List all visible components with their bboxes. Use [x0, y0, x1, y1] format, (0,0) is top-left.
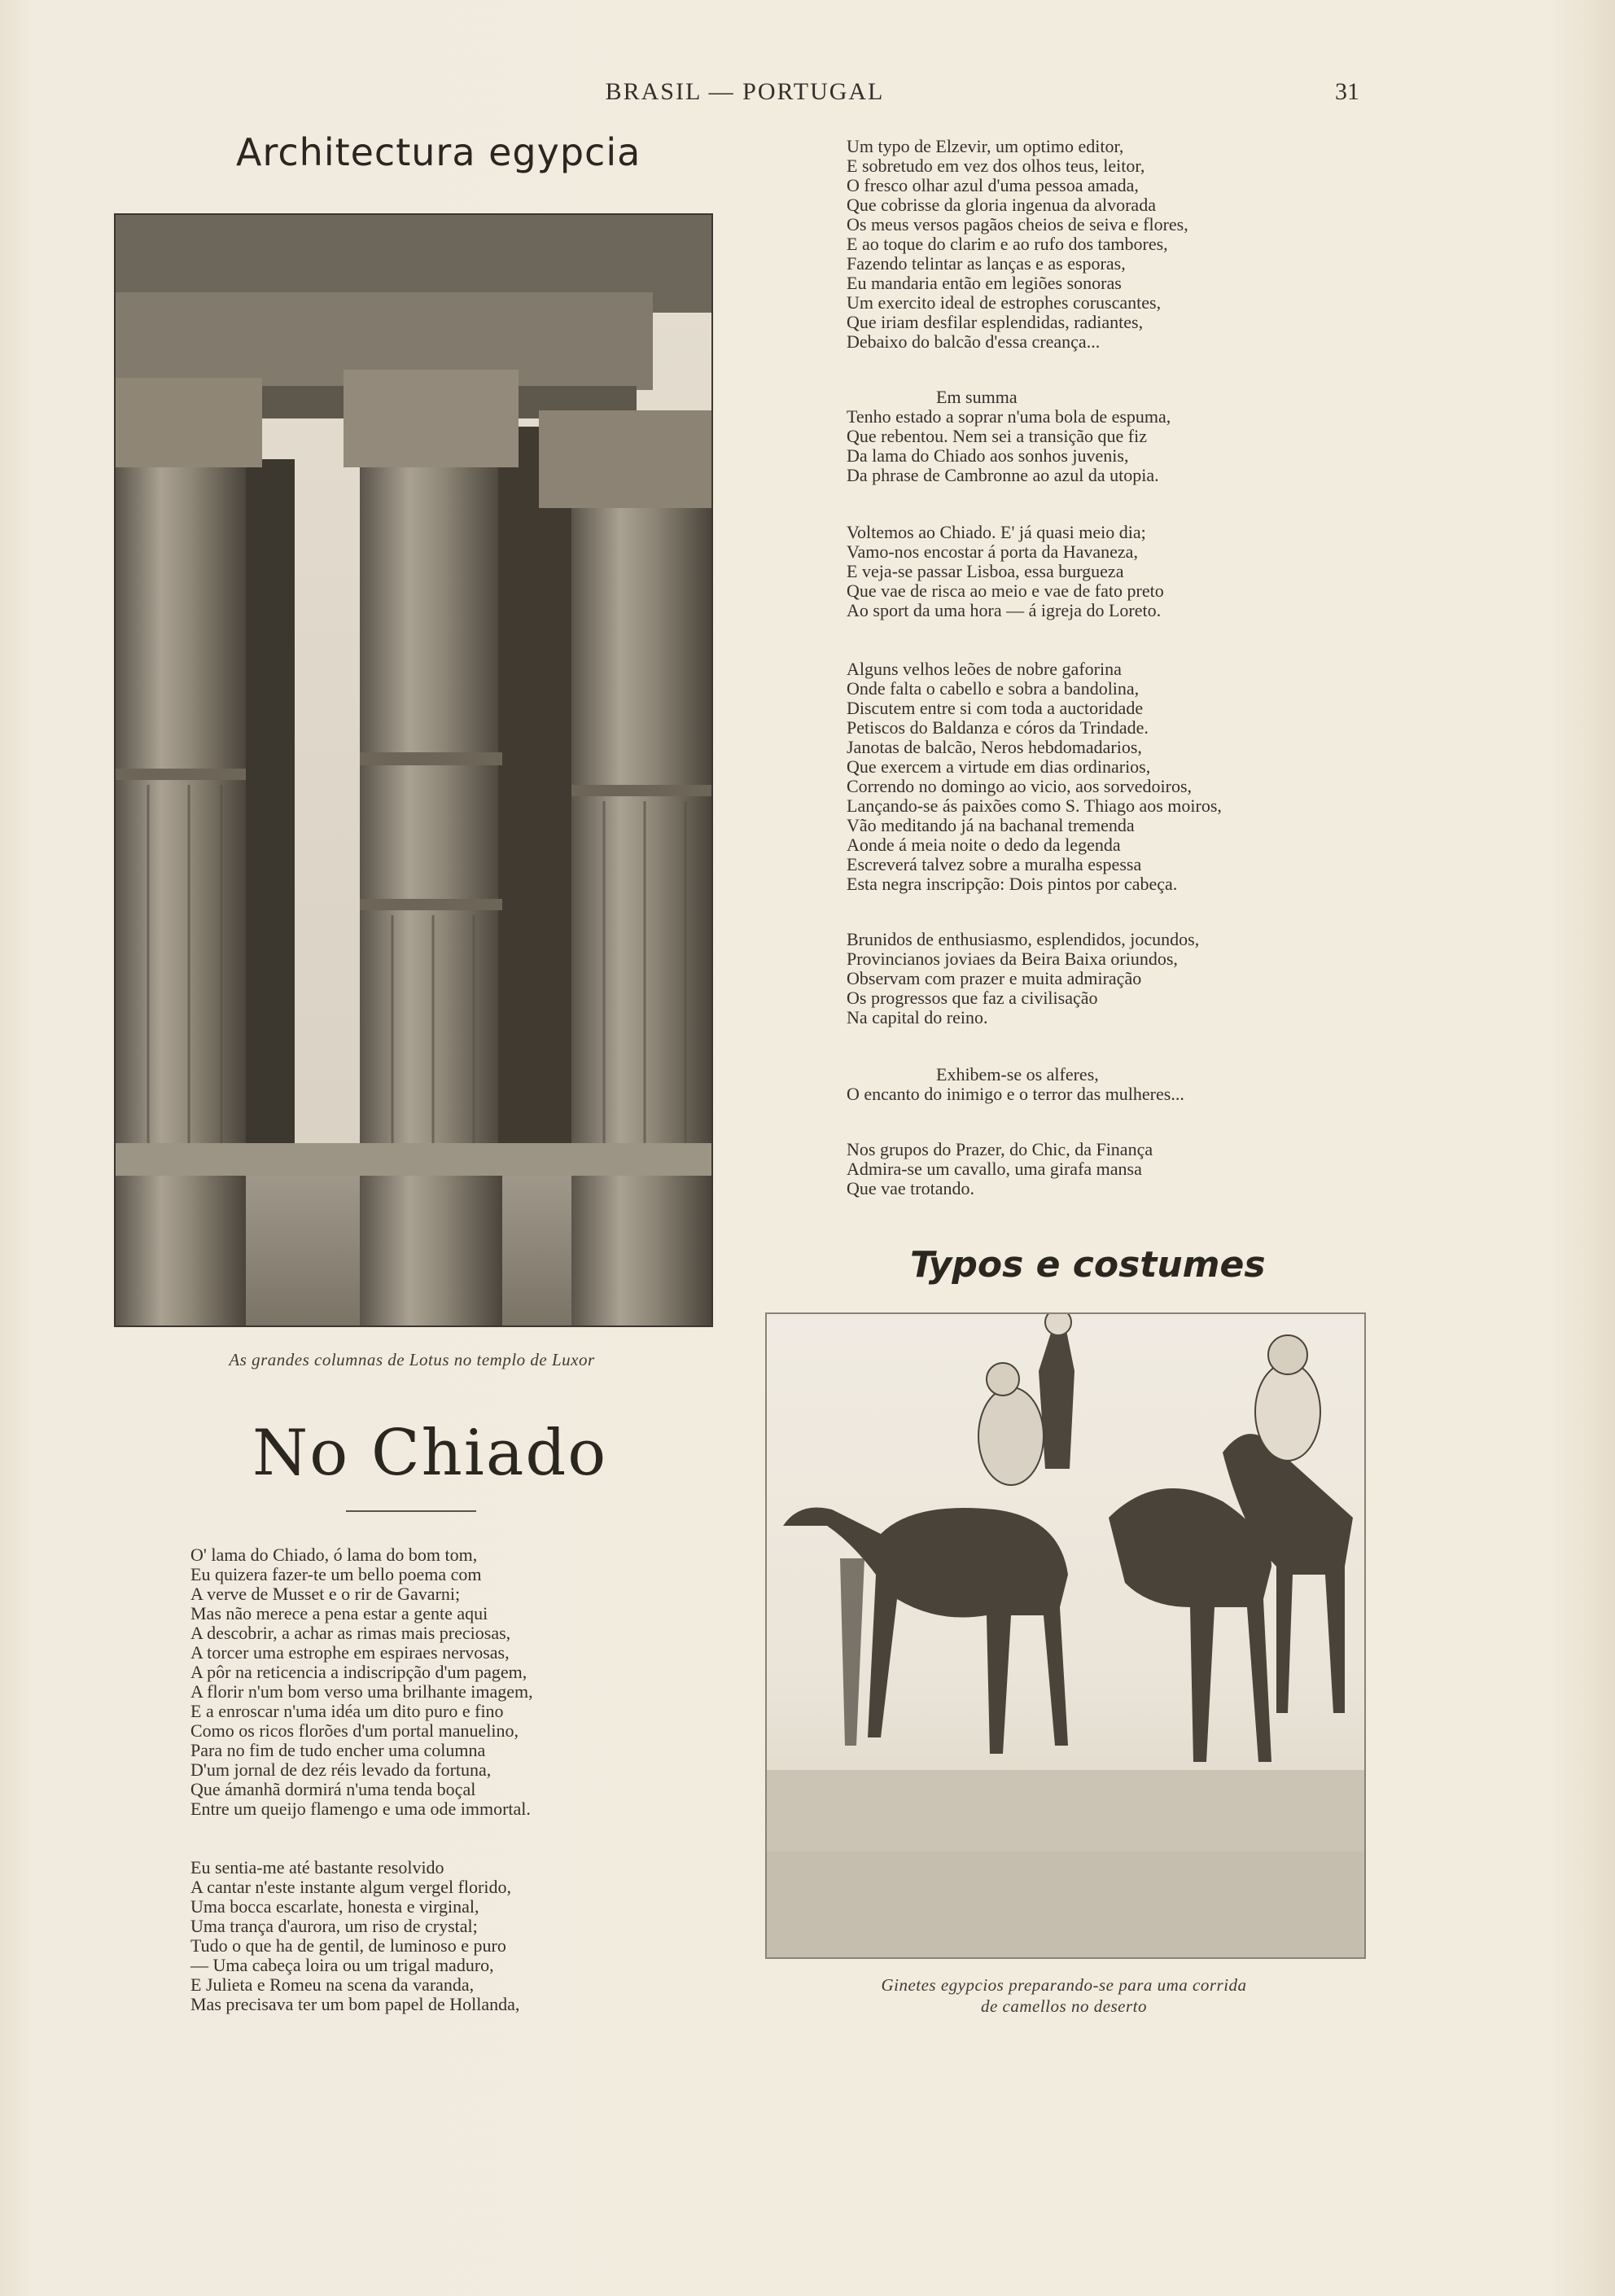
- luxor-columns-photo: [114, 213, 713, 1327]
- poem-stanza: Um typo de Elzevir, um optimo editor, E sobretudo em vez dos olhos teus, leitor, O fresco olhar azul d'uma pessoa amada, Que cobrisse da gloria ingenua da alvorada Os meus versos pagãos cheios de seiva e flores, E ao toque do clarim e ao rufo dos tambores, Fazendo telintar as lanças e as esporas, Eu mandaria então em legiões sonoras Um exercito ideal de estrophes coruscantes, Que iriam desfilar esplendidas, radiantes, Debaixo do balcão d'essa creança...: [847, 136, 1188, 352]
- page-number: 31: [1335, 78, 1359, 105]
- camel-riders-illustration: [767, 1314, 1364, 1957]
- poem-title: No Chiado: [252, 1417, 608, 1490]
- running-header: BRASIL — PORTUGAL: [605, 78, 885, 105]
- poem-stanza: Em summa Tenho estado a soprar n'uma bola de espuma, Que rebentou. Nem sei a transição que fiz Da lama do Chiado aos sonhos juvenis, Da phrase de Cambronne ao azul da utopia.: [847, 387, 1171, 485]
- poem-stanza: Exhibem-se os alferes, O encanto do inimigo e o terror das mulheres...: [847, 1064, 1184, 1104]
- title-divider: [346, 1510, 476, 1512]
- poem-stanza: Eu sentia-me até bastante resolvido A cantar n'este instante algum vergel florido, Uma bocca escarlate, honesta e virginal, Uma trança d'aurora, um riso de crystal; Tudo o que ha de gentil, de luminoso e puro — Uma cabeça loira ou um trigal maduro, E Julieta e Romeu na scena da varanda, Mas precisava ter um bom papel de Hollanda,: [190, 1857, 520, 2014]
- luxor-columns-illustration: [116, 215, 711, 1325]
- temple-photo-caption: As grandes columnas de Lotus no templo de Luxor: [229, 1350, 595, 1369]
- poem-stanza: Alguns velhos leões de nobre gaforina Onde falta o cabello e sobra a bandolina, Discutem entre si com toda a auctoridade Petiscos do Baldanza e córos da Trindade. Janotas de balcão, Neros hebdomadarios, Que exercem a virtude em dias ordinarios, Correndo no domingo ao vicio, aos sorvedoiros, Lançando-se ás paixões como S. Thiago aos moiros, Vão meditando já na bachanal tremenda Aonde á meia noite o dedo da legenda Escreverá talvez sobre a muralha espessa Esta negra inscripção: Dois pintos por cabeça.: [847, 659, 1222, 894]
- poem-stanza: O' lama do Chiado, ó lama do bom tom, Eu quizera fazer-te um bello poema com A verve de Musset e o rir de Gavarni; Mas não merece a pena estar a gente aqui A descobrir, a achar as rimas mais preciosas, A torcer uma estrophe em espiraes nervosas, A pôr na reticencia a indiscripção d'um pagem, A florir n'um bom verso uma brilhante imagem, E a enroscar n'uma idéa um dito puro e fino Como os ricos florões d'um portal manuelino, Para no fim de tudo encher uma columna D'um jornal de dez réis levado da fortuna, Que ámanhã dormirá n'uma tenda boçal Entre um queijo flamengo e uma ode immortal.: [190, 1545, 533, 1819]
- camel-photo-caption-line2: de camellos no deserto: [980, 1996, 1148, 2016]
- section-title-typos: Typos e costumes: [910, 1244, 1266, 1286]
- camel-riders-photo: [765, 1312, 1366, 1959]
- section-title-architectura: Architectura egypcia: [236, 130, 641, 174]
- camel-photo-caption-line1: Ginetes egypcios preparando-se para uma corrida: [881, 1975, 1247, 1995]
- poem-stanza: Nos grupos do Prazer, do Chic, da Finança Admira-se um cavallo, uma girafa mansa Que vae trotando.: [847, 1139, 1153, 1198]
- poem-stanza: Brunidos de enthusiasmo, esplendidos, jocundos, Provincianos joviaes da Beira Baixa oriundos, Observam com prazer e muita admiração Os progressos que faz a civilisação Na capital do reino.: [847, 929, 1200, 1028]
- poem-stanza: Voltemos ao Chiado. E' já quasi meio dia; Vamo-nos encostar á porta da Havaneza, E veja-se passar Lisboa, essa burgueza Que vae de risca ao meio e vae de fato preto Ao sport da uma hora — á igreja do Loreto.: [847, 522, 1164, 620]
